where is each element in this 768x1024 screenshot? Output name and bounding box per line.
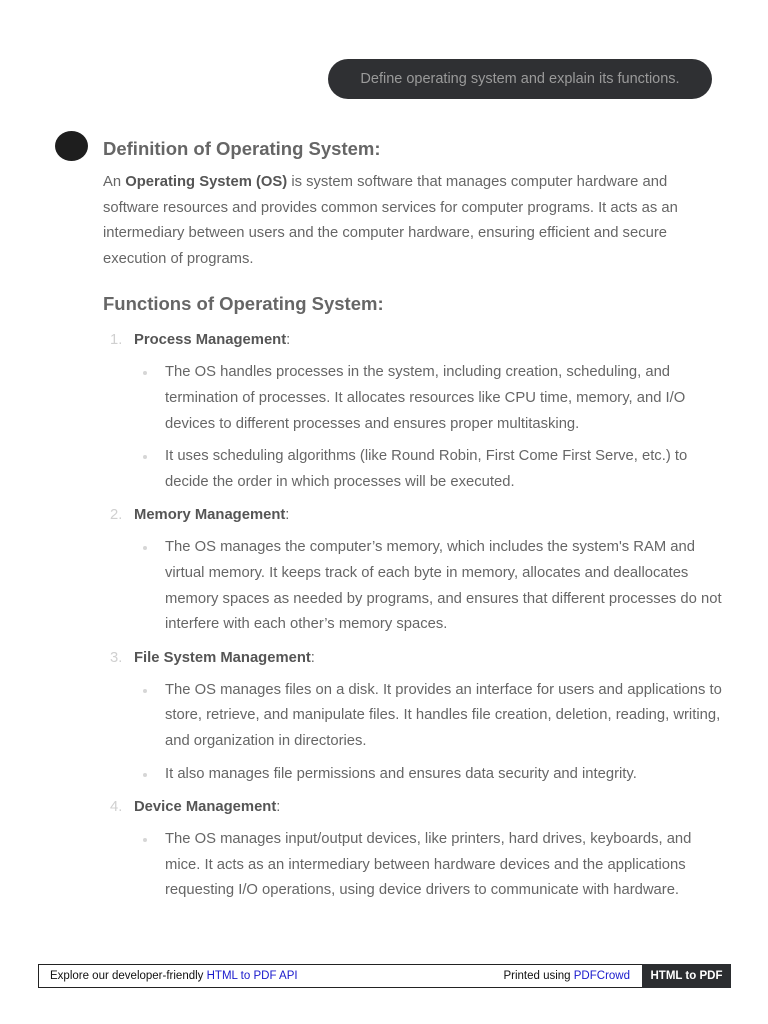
function-bullets (134, 678, 723, 787)
bullet-item (134, 678, 723, 755)
bullet-dot-icon (143, 455, 147, 459)
pdfcrowd-footer (38, 964, 731, 988)
definition-term: Operating System (OS) (125, 174, 288, 190)
footer-right-text: Printed using (503, 970, 574, 982)
definition-prefix: An (103, 174, 126, 190)
function-colon: : (310, 649, 315, 666)
function-item (103, 327, 723, 495)
bullet-text: The OS manages files on a disk. It provides an interface for users and applications to store, retrieve, and manipulate files. It handles file creation, deletion, reading, writing, and organization in directories. (165, 681, 722, 749)
bullet-dot-icon (143, 773, 147, 777)
function-bullets (134, 535, 723, 637)
function-item (103, 645, 723, 787)
function-title: File System Management (134, 649, 311, 666)
bullet-text: The OS manages input/output devices, like printers, hard drives, keyboards, and mice. It acts as an intermediary between hardware devices and the applications requesting I/O operations, using device drivers to communicate with hardware. (165, 831, 692, 899)
function-number: 1. (110, 332, 123, 349)
footer-left-text: Explore our developer-friendly (50, 970, 207, 982)
definition-paragraph (103, 170, 723, 272)
function-item (103, 794, 723, 904)
html-to-pdf-badge[interactable]: HTML to PDF (642, 964, 731, 988)
function-colon: : (285, 507, 290, 524)
function-bullets (134, 360, 723, 495)
bullet-item (134, 360, 723, 437)
function-title: Process Management (134, 332, 287, 349)
user-message-bubble: Define operating system and explain its functions. (328, 59, 712, 99)
function-item (103, 502, 723, 637)
function-number: 2. (110, 507, 123, 524)
footer-left (50, 965, 298, 987)
assistant-avatar-icon (55, 131, 88, 161)
function-colon: : (286, 332, 291, 349)
functions-list (103, 327, 723, 904)
function-bullets (134, 827, 723, 904)
html-to-pdf-api-link[interactable]: HTML to PDF API (206, 970, 298, 982)
bullet-dot-icon (143, 689, 147, 693)
assistant-answer (103, 136, 723, 911)
footer-right (503, 965, 630, 987)
bullet-dot-icon (143, 838, 147, 842)
function-colon: : (276, 799, 281, 816)
function-title: Device Management (134, 799, 277, 816)
bullet-dot-icon (143, 546, 147, 550)
bullet-item (134, 535, 723, 637)
function-number: 3. (110, 649, 123, 666)
definition-rest: is system software that manages computer hardware and software resources and provides common services for computer programs. It acts as an intermediary between users and the computer hardware, ensuring efficient and secure execution of programs. (103, 174, 678, 267)
bullet-dot-icon (143, 371, 147, 375)
bullet-text: It uses scheduling algorithms (like Round Robin, First Come First Serve, etc.) to decide the order in which processes will be executed. (165, 448, 688, 490)
bullet-item (134, 762, 723, 788)
definition-heading: Definition of Operating System: (103, 138, 381, 159)
bullet-text: The OS handles processes in the system, including creation, scheduling, and termination of processes. It allocates resources like CPU time, memory, and I/O devices to different processes and ensures proper multitasking. (165, 364, 686, 432)
bullet-item (134, 827, 723, 904)
bullet-text: The OS manages the computer’s memory, which includes the system's RAM and virtual memory. It keeps track of each byte in memory, allocates and deallocates memory spaces as needed by programs, and ensures that different processes do not interfere with each other’s memory spaces. (165, 539, 722, 633)
bullet-item (134, 444, 723, 495)
function-title: Memory Management (134, 507, 286, 524)
functions-heading: Functions of Operating System: (103, 293, 384, 315)
function-number: 4. (110, 799, 123, 816)
pdfcrowd-link[interactable]: PDFCrowd (573, 970, 630, 982)
bullet-text: It also manages file permissions and ensures data security and integrity. (165, 765, 637, 782)
